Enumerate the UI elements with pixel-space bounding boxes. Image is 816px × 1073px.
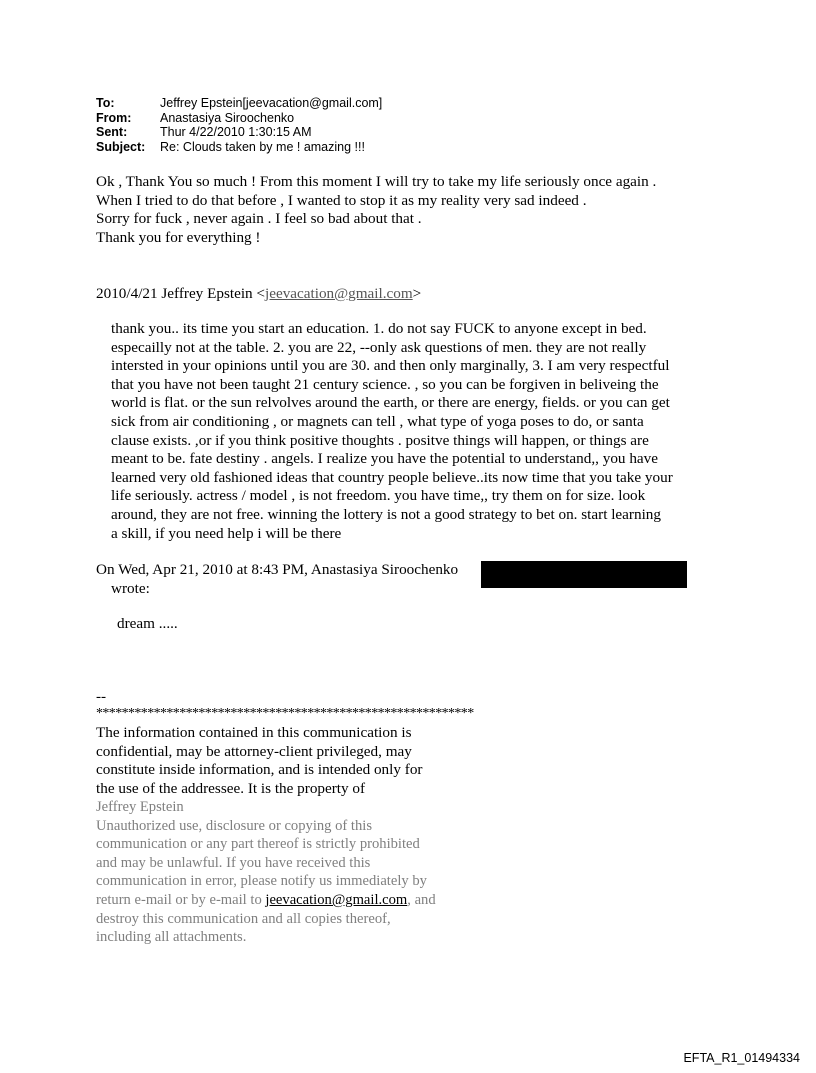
attribution-line: On Wed, Apr 21, 2010 at 8:43 PM, Anastasiya Siroochenko — [96, 561, 459, 578]
quoted-line: especailly not at the table. 2. you are 22, --only ask questions of men. they are not really — [111, 338, 647, 356]
from-label: From: — [96, 110, 132, 125]
disclaimer — [96, 798, 436, 947]
disclaimer-line: Jeffrey Epstein — [96, 799, 184, 815]
confidentiality-notice — [96, 724, 422, 798]
reply-line: Thank you for everything ! — [96, 228, 261, 246]
disclaimer-line — [96, 891, 436, 910]
subject-label: Subject: — [96, 139, 146, 154]
quoted-line: learned very old fashioned ideas that country people believe..its now time that you take your — [111, 468, 673, 486]
disclaimer-line: destroy this communication and all copies thereof, — [96, 910, 391, 927]
quoted-line: intersted in your opinions until you are 30. and then only marginally, 3. I am very respectful — [111, 357, 670, 375]
disclaimer-line: communication or any part thereof is strictly prohibited — [96, 836, 420, 853]
document-id: EFTA_R1_01494334 — [683, 1051, 800, 1065]
disclaimer-line: and may be unlawful. If you have received this — [96, 854, 371, 871]
to-label: To: — [96, 96, 115, 110]
notice-line: the use of the addressee. It is the property of — [96, 779, 366, 797]
attribution-wrote: wrote: — [111, 579, 150, 597]
sent-value: Thur 4/22/2010 1:30:15 AM — [160, 125, 312, 139]
notice-line: confidential, may be attorney-client privileged, may — [96, 742, 412, 760]
return-prefix: return e-mail or by e-mail to — [96, 891, 266, 908]
to-row — [96, 96, 382, 111]
quoted-line: that you have not been taught 21 century science. , so you can be forgiven in beliveing the — [111, 375, 659, 393]
to-value: Jeffrey Epstein[jeevacation@gmail.com] — [160, 96, 383, 110]
reply-line: Ok , Thank You so much ! From this moment I will try to take my life seriously once again . — [96, 173, 657, 190]
quoted-line: a skill, if you need help i will be there — [111, 524, 342, 542]
reply-line: Sorry for fuck , never again . I feel so bad about that . — [96, 210, 422, 228]
attribution-email-link[interactable]: jeevacation@gmail.com — [265, 285, 413, 302]
quoted-line: meant to be. fate destiny . angels. I realize you have the potential to understand,, you have — [111, 450, 658, 468]
notice-line: constitute inside information, and is intended only for — [96, 761, 423, 779]
sent-row — [96, 125, 382, 140]
subject-row — [96, 140, 382, 155]
redaction-box — [481, 561, 687, 588]
signature-separator: -- — [96, 688, 107, 705]
signature-stars: *********************************************************** — [96, 706, 474, 721]
from-value: Anastasiya Siroochenko — [160, 110, 295, 125]
quoted-line: world is flat. or the sun relvolves around the earth, or there are energy, fields. or you can get — [111, 394, 670, 412]
quoted-message — [111, 320, 673, 543]
quoted-line: around, they are not free. winning the lottery is not a good strategy to bet on. start learning — [111, 505, 661, 523]
quoted-line: clause exists. ,or if you think positive thoughts . positve things will happen, or things are — [111, 431, 649, 449]
quoted-line: life seriously. actress / model , is not freedom. you have time,, try them on for size. look — [111, 487, 646, 505]
disclaimer-line: communication in error, please notify us immediately by — [96, 873, 427, 890]
nested-quote-attribution — [96, 561, 458, 598]
subject-value: Re: Clouds taken by me ! amazing !!! — [160, 139, 365, 154]
reply-body — [96, 173, 656, 247]
return-email-link[interactable]: jeevacation@gmail.com — [265, 891, 408, 908]
quoted-line: thank you.. its time you start an education. 1. do not say FUCK to anyone except in bed. — [111, 320, 647, 337]
attribution-suffix: > — [412, 285, 422, 302]
return-suffix: , and — [407, 891, 436, 908]
nested-quote-text: dream ..... — [117, 615, 178, 632]
sent-label: Sent: — [96, 125, 128, 139]
attribution-prefix: 2010/4/21 Jeffrey Epstein < — [96, 285, 265, 302]
disclaimer-line: Unauthorized use, disclosure or copying of this — [96, 817, 373, 834]
from-row — [96, 111, 382, 126]
quoted-line: sick from air conditioning , or magnets can tell , what type of yoga poses to do, or santa — [111, 412, 644, 430]
notice-line: The information contained in this communication is — [96, 724, 412, 741]
reply-line: When I tried to do that before , I wanted to stop it as my reality very sad indeed . — [96, 191, 587, 209]
email-header — [96, 96, 382, 154]
disclaimer-line: including all attachments. — [96, 929, 247, 946]
quote-attribution — [96, 285, 421, 304]
